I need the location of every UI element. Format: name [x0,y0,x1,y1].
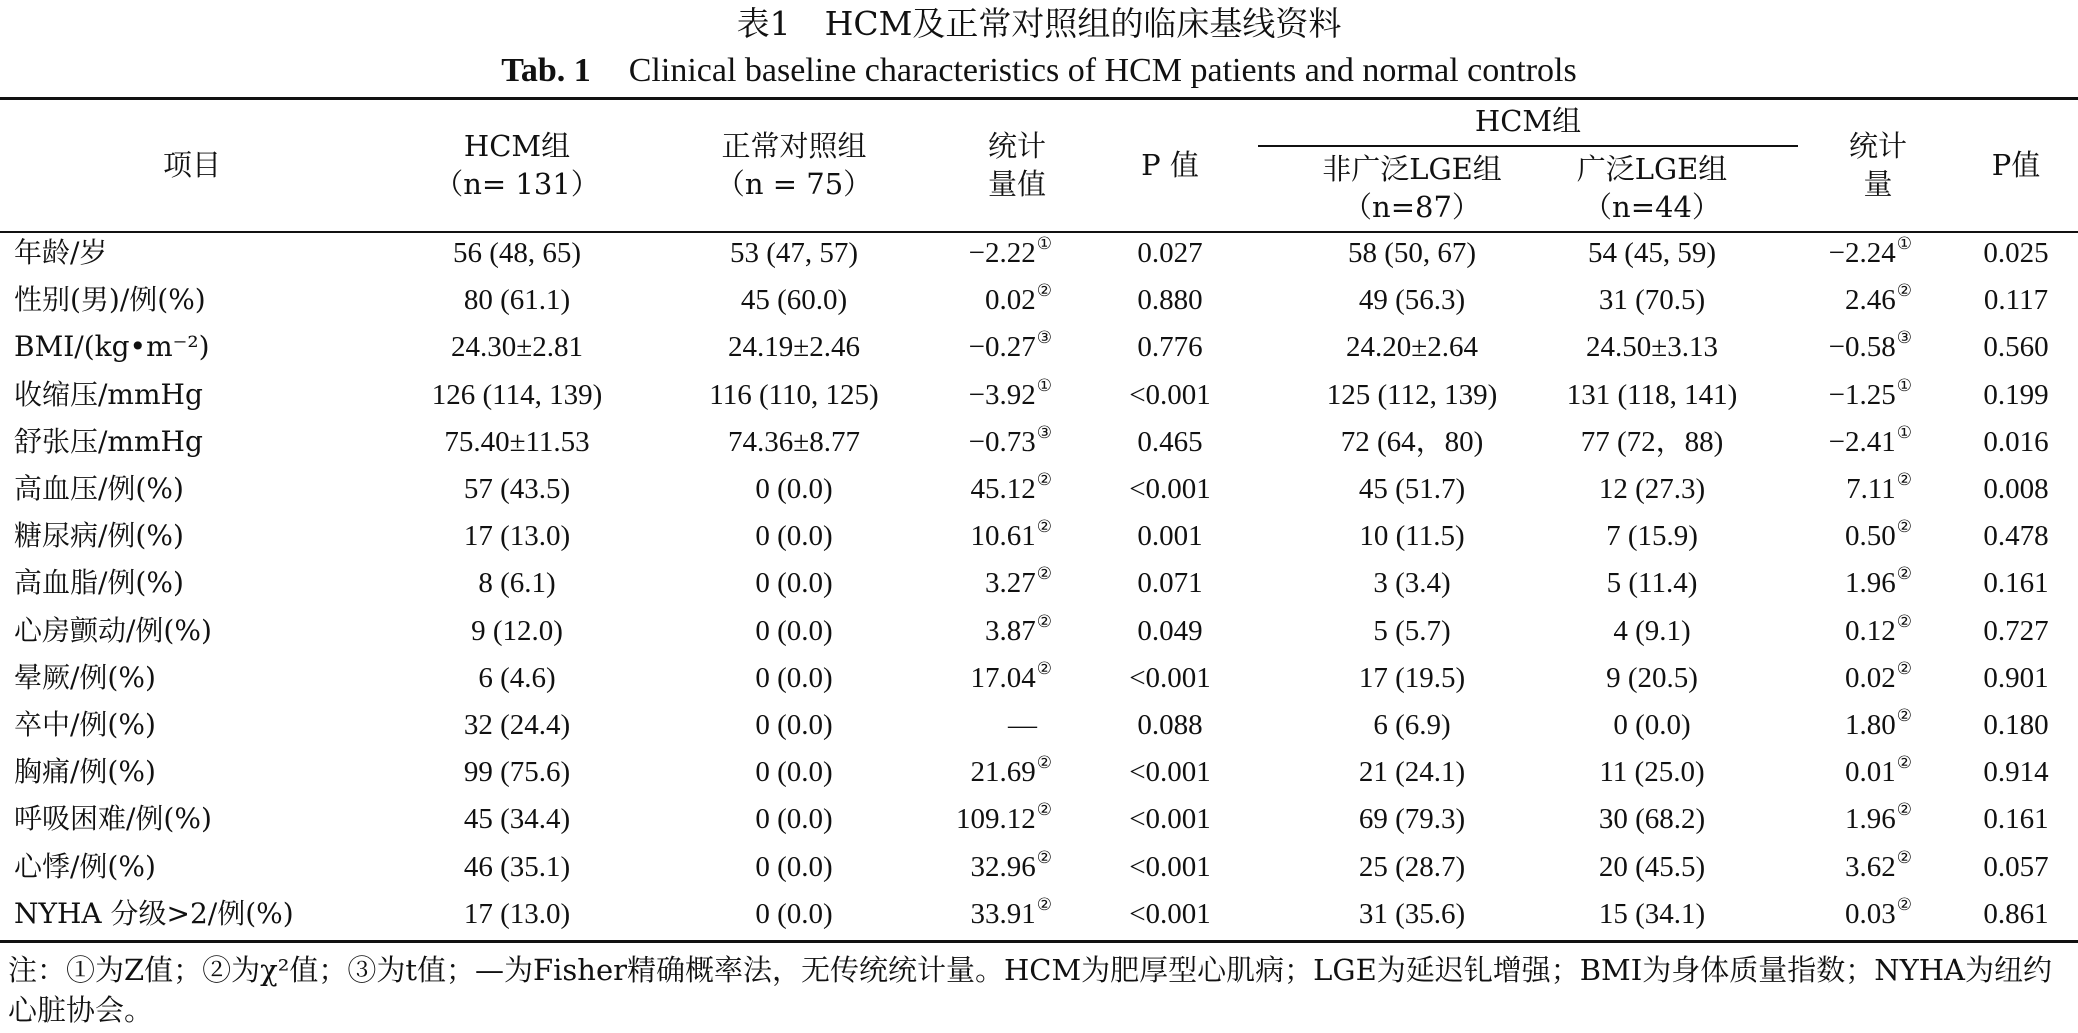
stat-marker: ② [1036,611,1052,631]
cell-extensive: 11 (25.0) [1599,756,1705,789]
stat-marker: ② [1896,847,1912,867]
cell-p2: 0.025 [1983,237,2049,269]
cell-control: 0 (0.0) [755,520,833,553]
cell-p2: 0.117 [1983,284,2049,317]
stat-marker: ③ [1036,328,1052,348]
stat-marker: ② [1036,517,1052,537]
cell-extensive: 12 (27.3) [1598,473,1706,505]
cell-p1: 0.776 [1137,331,1203,364]
table-number-en: Tab. 1 [501,52,591,89]
cell-stat2: 3.62② [1845,847,1912,883]
cell-extensive: 9 (20.5) [1606,661,1698,694]
cell-control: 0 (0.0) [755,567,833,600]
cell-p1: 0.049 [1137,614,1203,647]
cell-non-extensive: 49 (56.3) [1358,284,1466,317]
cell-control: 74.36±8.77 [728,425,860,458]
cell-control: 0 (0.0) [755,614,833,647]
cell-hcm: 9 (12.0) [471,614,563,647]
cell-control: 0 (0.0) [755,756,833,789]
cell-stat1: 17.04② [970,658,1052,694]
stat-marker: ② [1036,753,1052,773]
stat-marker: ② [1896,611,1912,631]
cell-non-extensive: 58 (50, 67) [1347,237,1477,269]
cell-non-extensive: 3 (3.4) [1373,567,1451,600]
cell-control: 0 (0.0) [755,473,833,505]
cell-item: 性别(男)/例(%) [14,283,206,317]
header-control-group: 正常对照组 （n = 75） [715,129,873,201]
table-top-rule [0,97,2078,100]
stat-marker: ② [1896,470,1912,489]
cell-p2: 0.161 [1983,803,2049,836]
cell-non-extensive: 69 (79.3) [1358,803,1466,836]
stat-marker: ② [1036,800,1052,820]
cell-stat2: 0.12② [1845,611,1912,647]
cell-stat2: −1.25① [1828,375,1912,411]
cell-stat2: 2.46② [1845,281,1912,317]
cell-item: 舒张压/mmHg [14,424,203,458]
cell-p2: 0.914 [1983,756,2049,789]
header-stat1: 统计 量值 [987,129,1047,201]
cell-extensive: 31 (70.5) [1598,284,1706,317]
cell-p2: 0.180 [1983,709,2049,741]
cell-stat1: 3.27② [985,564,1052,600]
header-p1: P 值 [1141,148,1199,182]
cell-non-extensive: 17 (19.5) [1358,661,1466,694]
stat-marker: ② [1896,894,1912,914]
cell-p1: 0.071 [1137,567,1203,600]
cell-stat1: 109.12② [956,800,1052,836]
stat-marker: ① [1036,234,1052,253]
cell-p1: 0.001 [1137,520,1203,553]
cell-hcm: 126 (114, 139) [431,378,603,411]
stat-marker: ① [1896,375,1912,395]
cell-stat1: — [1008,709,1037,741]
table-title-cn [0,2,2078,46]
cell-p2: 0.008 [1983,473,2049,505]
cell-extensive: 54 (45, 59) [1587,237,1717,269]
cell-hcm: 45 (34.4) [463,803,571,836]
cell-hcm: 8 (6.1) [478,567,556,600]
cell-hcm: 17 (13.0) [463,897,571,930]
cell-hcm: 24.30±2.81 [451,331,583,364]
cell-p1: <0.001 [1129,378,1211,411]
cell-stat2: −2.41① [1828,422,1912,458]
cell-p1: <0.001 [1129,473,1211,505]
cell-stat1: −0.27③ [968,328,1052,364]
cell-p2: 0.901 [1983,661,2049,694]
table-header-rule [0,231,2078,233]
cell-stat1: 21.69② [970,753,1052,789]
cell-non-extensive: 125 (112, 139) [1326,378,1498,411]
table-title-en-text: Clinical baseline characteristics of HCM patients and normal controls [628,52,1577,89]
cell-stat2: −0.58③ [1828,328,1912,364]
cell-item: 晕厥/例(%) [14,660,156,694]
cell-item: 卒中/例(%) [14,708,156,741]
cell-extensive: 15 (34.1) [1598,897,1706,930]
cell-p1: 0.027 [1137,237,1203,269]
cell-p1: 0.088 [1137,709,1203,741]
stat-marker: ② [1036,847,1052,867]
cell-p2: 0.057 [1983,850,2049,883]
cell-p2: 0.560 [1983,331,2049,364]
stat-marker: ② [1896,658,1912,678]
stat-marker: ② [1036,658,1052,678]
cell-item: 心悸/例(%) [14,849,156,883]
stat-marker: ② [1896,706,1912,725]
cell-non-extensive: 45 (51.7) [1358,473,1466,505]
cell-stat1: 0.02② [985,281,1052,317]
cell-stat2: 0.50② [1845,517,1912,553]
cell-extensive: 0 (0.0) [1613,709,1691,741]
cell-hcm: 75.40±11.53 [444,425,590,458]
cell-p1: <0.001 [1129,661,1211,694]
header-hcm-group: HCM组 （n= 131） [434,129,600,201]
cell-non-extensive: 21 (24.1) [1358,756,1466,789]
header-item: 项目 [162,148,222,182]
cell-control: 45 (60.0) [740,284,848,317]
stat-marker: ① [1036,375,1052,395]
cell-hcm: 57 (43.5) [463,473,571,505]
cell-p1: <0.001 [1129,756,1211,789]
cell-extensive: 30 (68.2) [1598,803,1706,836]
cell-extensive: 77 (72，88) [1580,425,1724,458]
cell-stat2: 1.80② [1845,706,1912,741]
cell-non-extensive: 24.20±2.64 [1346,331,1478,364]
cell-item: 心房颤动/例(%) [14,613,212,647]
table-title-cn-text: HCM及正常对照组的临床基线资料 [824,4,1342,43]
header-stat2: 统计 量 [1848,129,1908,201]
cell-stat1: 3.87② [985,611,1052,647]
cell-p1: <0.001 [1129,803,1211,836]
header-extensive-lge: 广泛LGE组 （n=44） [1576,152,1728,224]
cell-hcm: 56 (48, 65) [452,237,582,269]
cell-control: 0 (0.0) [755,709,833,741]
cell-stat2: 1.96② [1845,800,1912,836]
cell-stat2: 7.11② [1846,470,1912,505]
cell-p2: 0.016 [1983,425,2049,458]
cell-control: 0 (0.0) [755,803,833,836]
cell-p2: 0.861 [1983,897,2049,930]
cell-stat2: 0.02② [1845,658,1912,694]
cell-non-extensive: 25 (28.7) [1358,850,1466,883]
cell-item: 胸痛/例(%) [14,755,156,789]
cell-item: 高血压/例(%) [14,472,184,505]
stat-marker: ② [1036,894,1052,914]
stat-marker: ③ [1036,422,1052,442]
cell-item: 年龄/岁 [14,236,108,269]
cell-hcm: 6 (4.6) [478,661,556,694]
cell-p2: 0.199 [1983,378,2049,411]
stat-marker: ① [1896,422,1912,442]
stat-marker: ② [1036,470,1052,489]
cell-stat1: −0.73③ [968,422,1052,458]
hcm-span-rule [1258,145,1798,147]
header-hcm-span: HCM组 [1474,104,1582,138]
cell-stat2: 0.03② [1845,894,1912,930]
stat-marker: ② [1036,281,1052,301]
header-non-extensive-lge: 非广泛LGE组 （n=87） [1322,152,1502,224]
cell-control: 0 (0.0) [755,897,833,930]
cell-p2: 0.727 [1983,614,2049,647]
cell-control: 24.19±2.46 [728,331,860,364]
stat-marker: ③ [1896,328,1912,348]
cell-p2: 0.161 [1983,567,2049,600]
cell-item: 呼吸困难/例(%) [14,802,212,836]
stat-marker: ② [1036,564,1052,584]
stat-marker: ② [1896,281,1912,301]
cell-hcm: 46 (35.1) [463,850,571,883]
cell-stat1: −2.22① [968,234,1052,269]
cell-stat1: −3.92① [968,375,1052,411]
stat-marker: ② [1896,753,1912,773]
stat-marker: ② [1896,800,1912,820]
cell-item: NYHA 分级>2/例(%) [14,896,294,930]
table-number-cn: 表1 [736,4,791,43]
cell-non-extensive: 72 (64，80) [1340,425,1484,458]
table-note: 注：①为Z值；②为χ²值；③为t值；—为Fisher精确概率法，无传统统计量。HCM为肥厚型心肌病；LGE为延迟钆增强；BMI为身体质量指数；NYHA为纽约心脏协会。 [8,953,2052,1027]
cell-extensive: 4 (9.1) [1613,614,1691,647]
cell-stat2: −2.24① [1828,234,1912,269]
cell-item: 收缩压/mmHg [14,377,203,411]
cell-p1: <0.001 [1129,850,1211,883]
stat-marker: ② [1896,564,1912,584]
cell-control: 116 (110, 125) [709,378,879,411]
cell-item: 糖尿病/例(%) [14,519,184,553]
table-title-en [0,49,2078,93]
stat-marker: ② [1896,517,1912,537]
table-bottom-rule [0,940,2078,943]
cell-non-extensive: 31 (35.6) [1358,897,1466,930]
cell-p2: 0.478 [1983,520,2049,553]
cell-non-extensive: 10 (11.5) [1359,520,1465,553]
cell-control: 0 (0.0) [755,661,833,694]
cell-stat2: 0.01② [1845,753,1912,789]
cell-stat1: 33.91② [970,894,1052,930]
stat-marker: ① [1896,234,1912,253]
cell-stat1: 32.96② [970,847,1052,883]
cell-p1: 0.880 [1137,284,1203,317]
cell-hcm: 32 (24.4) [463,709,571,741]
header-p2: P值 [1991,148,2041,182]
cell-stat1: 10.61② [970,517,1052,553]
cell-stat1: 45.12② [970,470,1052,505]
cell-extensive: 24.50±3.13 [1586,331,1718,364]
cell-hcm: 99 (75.6) [463,756,571,789]
cell-item: BMI/(kg•m⁻²) [14,330,210,364]
cell-hcm: 80 (61.1) [463,284,571,317]
cell-hcm: 17 (13.0) [463,520,571,553]
cell-non-extensive: 5 (5.7) [1373,614,1451,647]
cell-extensive: 20 (45.5) [1598,850,1706,883]
cell-stat2: 1.96② [1845,564,1912,600]
cell-p1: <0.001 [1129,897,1211,930]
cell-non-extensive: 6 (6.9) [1373,709,1451,741]
cell-p1: 0.465 [1137,425,1203,458]
cell-extensive: 131 (118, 141) [1566,378,1738,411]
cell-item: 高血脂/例(%) [14,566,184,600]
cell-extensive: 5 (11.4) [1606,567,1698,600]
cell-control: 53 (47, 57) [729,237,859,269]
cell-control: 0 (0.0) [755,850,833,883]
cell-extensive: 7 (15.9) [1606,520,1698,553]
